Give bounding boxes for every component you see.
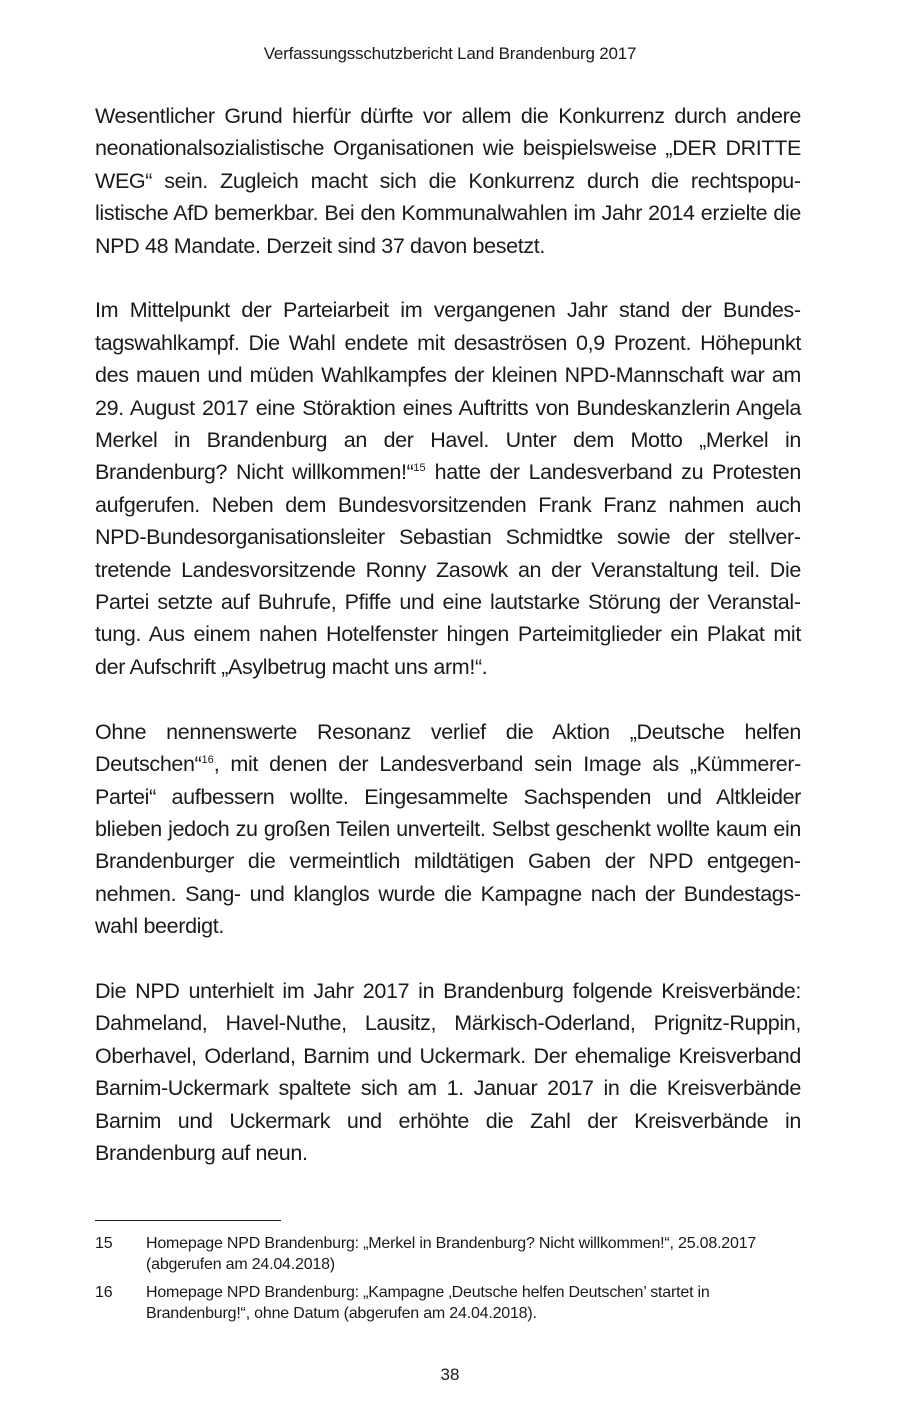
paragraph-text: hatte der Landesverband zu Protesten aufgerufen. Neben dem Bundesvorsitzenden Frank Franz nahmen auch NPD-Bundesorganisationsleiter Sebastian Schmidtke sowie der stellvertretende Landesvorsitzende Ronny Zasowk an der Veranstaltung teil. Die Partei setzte auf Buhrufe, Pfiffe und eine lautstarke Störung der Veranstaltung. Aus einem nahen Hotelfenster hingen Parteimitglieder ein Plakat mit der Aufschrift „Asylbetrug macht uns arm!“. [95,460,801,679]
footnote-text: Homepage NPD Brandenburg: „Kampagne ‚Deutsche helfen Deutschen’ startet in Brandenburg!“, ohne Datum (abgerufen am 24.04.2018). [146,1284,710,1322]
paragraph-campaign-action [95,716,801,943]
paragraph-election-campaign [95,294,801,683]
paragraph-text: Im Mittelpunkt der Parteiarbeit im vergangenen Jahr stand der Bundestagswahlkampf. Die Wahl endete mit desaströsen 0,9 Prozent. Höhepunkt des mauen und müden Wahlkampfes der kleinen NPD-Mannschaft war am 29. August 2017 eine Störaktion eines Auftritts von Bundeskanzlerin Angela Merkel in Brandenburg an der Havel. Unter dem Motto „Merkel in Brandenburg? Nicht willkommen!“ [95,298,801,485]
footnote-reference[interactable]: 15 [413,462,426,475]
paragraph-text: Ohne nennenswerte Resonanz verlief die Aktion „Deutsche helfen Deutschen“ [95,719,801,777]
footnotes [95,1233,801,1331]
footnote-number: 16 [95,1284,113,1301]
footnote-number: 15 [95,1235,113,1252]
footnote-item [95,1233,801,1275]
footnote-item [95,1282,801,1324]
page-number: 38 [440,1365,460,1384]
paragraph-text: , mit denen der Landesverband sein Image als „Kümmerer-Partei“ aufbessern wollte. Eingesammelte Sachspenden und Altkleider blieben jedoch zu großen Teilen unverteilt. Selbst geschenkt wollte kaum ein Brandenburger die vermeintlich mildtätigen Gaben der NPD entgegennehmen. Sang- und klanglos wurde die Kampagne nach der Bundestagswahl beerdigt. [95,752,801,939]
body-text [95,100,801,1169]
paragraph-competition: Wesentlicher Grund hierfür dürfte vor allem die Konkurrenz durch andere neonationalsozialistische Organisationen wie beispielsweise „DER DRITTE WEG“ sein. Zugleich macht sich die Konkurrenz durch die rechtspopulistische AfD bemerkbar. Bei den Kommunalwahlen im Jahr 2014 erzielte die NPD 48 Mandate. Derzeit sind 37 davon besetzt. [95,104,801,258]
paragraph-district-associations: Die NPD unterhielt im Jahr 2017 in Brandenburg folgende Kreisverbände: Dahmeland, Havel-Nuthe, Lausitz, Märkisch-Oderland, Prignitz-Ruppin, Oberhavel, Oderland, Barnim und Uckermark. Der ehemalige Kreisverband Barnim-Uckermark spaltete sich am 1. Januar 2017 in die Kreisverbände Barnim und Uckermark und erhöhte die Zahl der Kreisverbände in Brandenburg auf neun. [95,978,801,1165]
running-header: Verfassungsschutzbericht Land Brandenburg 2017 [263,44,637,63]
footnote-reference[interactable]: 16 [201,754,214,767]
footnote-divider [95,1220,281,1221]
footnote-text: Homepage NPD Brandenburg: „Merkel in Brandenburg? Nicht willkommen!“, 25.08.2017 (abgerufen am 24.04.2018) [146,1235,757,1273]
